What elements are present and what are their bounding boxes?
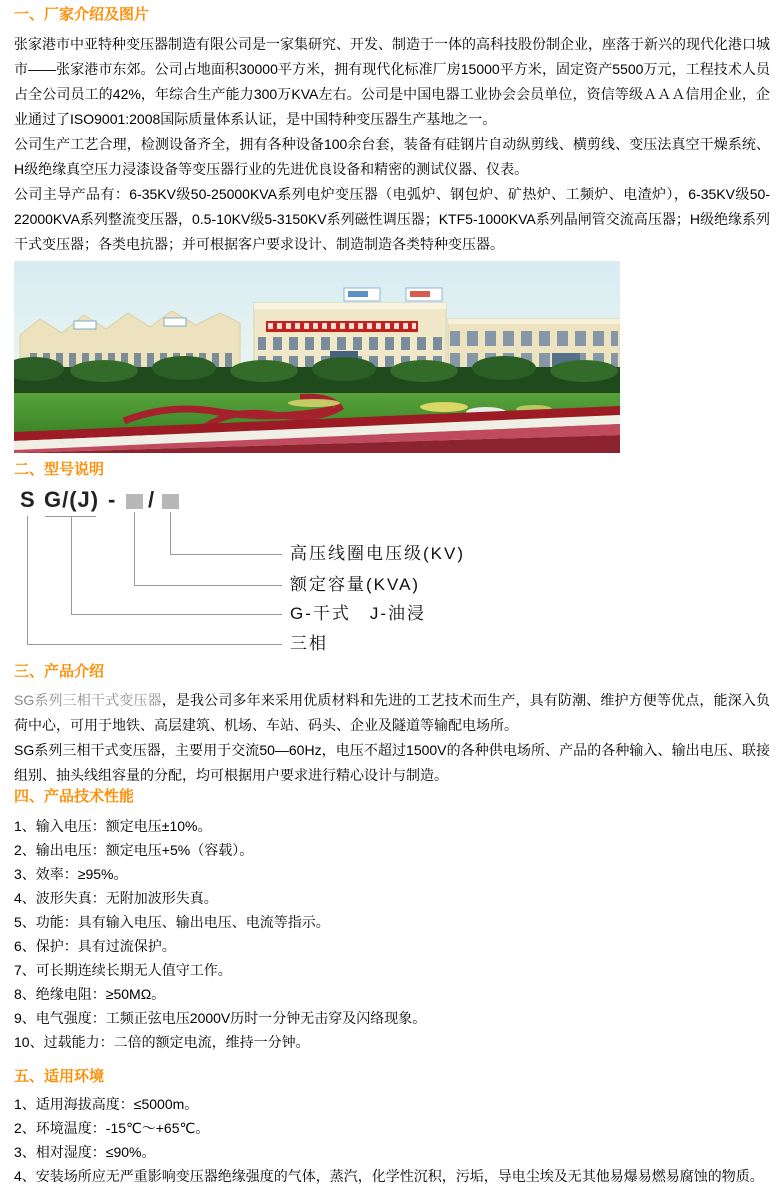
product-name-highlight: SG系列三相干式变压器 [14, 692, 162, 708]
model-code-phase: S [20, 487, 36, 512]
environment-item: 4、安装场所应无严重影响变压器绝缘强度的气体，蒸汽，化学性沉积，污垢，导电尘埃及无其他易爆易燃易腐蚀的物质。 [14, 1168, 764, 1184]
intro-paragraph-3: 公司主导产品有：6-35KV级50-25000KVA系列电炉变压器（电弧炉、钢包炉、矿热炉、工频炉、电渣炉），6-35KV级50-22000KVA系列整流变压器，0.5-10KV级5-3150KV系列磁性调压器；KTF5-1000KVA系列晶闸管交流高压器；H级绝缘系列干式变压器；各类电抗器；并可根据客户要求设计、制造制造各类特种变压器。 [14, 186, 770, 252]
section-model-designation [14, 461, 770, 653]
factory-photo [14, 261, 770, 453]
heading-product-intro: 三、产品介绍 [14, 663, 105, 680]
model-code-type: G/(J) [44, 487, 100, 512]
spec-item: 4、波形失真：无附加波形失真。 [14, 890, 218, 906]
diagram-line [170, 512, 171, 554]
model-placeholder-capacity [126, 494, 143, 509]
diagram-line [27, 516, 28, 644]
technical-performance-list [14, 814, 770, 1054]
spec-item: 8、绝缘电阻：≥50MΩ。 [14, 986, 166, 1002]
spec-item: 5、功能：具有输入电压、输出电压、电流等指示。 [14, 914, 330, 930]
spec-item: 9、电气强度：工频正弦电压2000V历时一分钟无击穿及闪络现象。 [14, 1010, 427, 1026]
environment-item: 3、相对湿度：≤90%。 [14, 1144, 156, 1160]
heading-technical-performance: 四、产品技术性能 [14, 788, 135, 805]
spec-item: 7、可长期连续长期无人值守工作。 [14, 962, 232, 978]
model-placeholder-voltage [162, 494, 179, 509]
operating-environment-list [14, 1092, 770, 1188]
section-manufacturer-intro [14, 6, 770, 257]
intro-paragraph-2: 公司生产工艺合理，检测设备齐全，拥有各种设备100余台套，装备有硅钢片自动纵剪线、横剪线、变压法真空干燥系统、H级绝缘真空压力浸漆设备等变压器行业的先进优良设备和精密的测试仪器、仪表。 [14, 136, 770, 177]
intro-paragraph-1: 张家港市中亚特种变压器制造有限公司是一家集研究、开发、制造于一体的高科技股份制企业，座落于新兴的现代化港口城市——张家港市东郊。公司占地面积30000平方米，拥有现代化标准厂房15000平方米，固定资产5500万元，工程技术人员占全公司员工的42%，年综合生产能力300万KVA左右。公司是中国电器工业协会会员单位，资信等级ＡＡＡ信用企业，企业通过了ISO9001:2008国际质量体系认证，是中国特种变压器生产基地之一。 [14, 36, 770, 127]
model-designation-diagram [14, 487, 770, 653]
environment-item: 1、适用海拔高度：≤5000m。 [14, 1096, 199, 1112]
diagram-label-rated-capacity: 额定容量(KVA) [290, 575, 421, 594]
factory-photo-illustration [14, 261, 620, 453]
diagram-label-cooling-type: G-干式 J-油浸 [290, 604, 427, 623]
diagram-label-voltage-class: 高压线圈电压级(KV) [290, 544, 465, 563]
spec-item: 2、输出电压：额定电压+5%（容载）。 [14, 842, 254, 858]
section-operating-environment [14, 1068, 770, 1188]
diagram-label-three-phase: 三相 [290, 634, 328, 653]
diagram-line [71, 614, 282, 615]
section-technical-performance [14, 788, 770, 1054]
diagram-line [134, 585, 282, 586]
diagram-line [27, 644, 282, 645]
section-product-intro [14, 663, 770, 788]
product-intro-paragraph-1 [14, 688, 770, 738]
spec-item: 10、过载能力：二倍的额定电流，维持一分钟。 [14, 1034, 310, 1050]
heading-operating-environment: 五、适用环境 [14, 1068, 105, 1085]
product-intro-paragraph-2: SG系列三相干式变压器，主要用于交流50—60Hz，电压不超过1500V的各种供电场所、产品的各种输入、输出电压、联接组别、抽头线组容量的分配，均可根据用户要求进行精心设计与制造。 [14, 742, 770, 783]
spec-item: 3、效率：≥95%。 [14, 866, 128, 882]
environment-item: 2、环境温度：-15℃～+65℃。 [14, 1120, 210, 1136]
spec-item: 6、保护：具有过流保护。 [14, 938, 176, 954]
heading-manufacturer-intro: 一、厂家介绍及图片 [14, 6, 150, 23]
heading-model-designation: 二、型号说明 [14, 461, 105, 478]
diagram-line [170, 554, 282, 555]
diagram-line [134, 512, 135, 585]
model-code-slash: / [148, 487, 156, 512]
diagram-line [71, 516, 72, 614]
spec-item: 1、输入电压：额定电压±10%。 [14, 818, 212, 834]
product-intro-text: ，是我公司多年来采用优质材料和先进的工艺技术而生产，具有防潮、维护方便等优点，能深入负荷中心，可用于地铁、高层建筑、机场、车站、码头、企业及隧道等输配电场所。 [14, 692, 771, 733]
model-code-dash: - [108, 487, 117, 512]
